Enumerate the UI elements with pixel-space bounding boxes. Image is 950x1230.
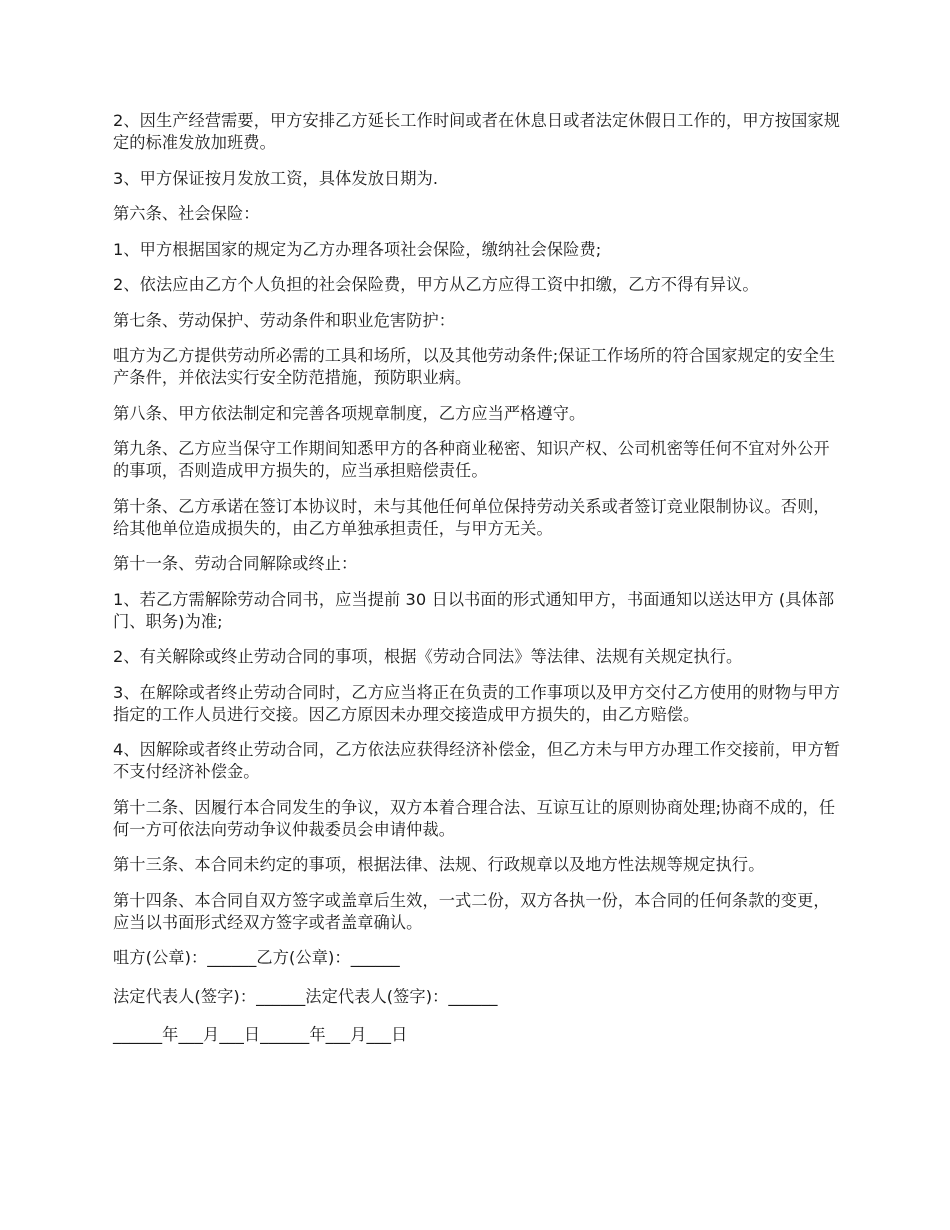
paragraph-labor-protection: 咀方为乙方提供劳动所必需的工具和场所，以及其他劳动条件;保证工作场所的符合国家规定的安全生产条件，并依法实行安全防范措施，预防职业病。 — [113, 346, 836, 387]
contract-body — [113, 110, 843, 1063]
heading-article-7: 第七条、劳动保护、劳动条件和职业危害防护： — [113, 310, 456, 330]
seal-line: 咀方(公章)：______乙方(公章)：______ — [113, 948, 400, 967]
paragraph-social-insurance-2: 2、依法应由乙方个人负担的社会保险费，甲方从乙方应得工资中扣缴，乙方不得有异议。 — [113, 275, 759, 294]
paragraph-termination-4: 4、因解除或者终止劳动合同，乙方依法应获得经济补偿金，但乙方未与甲方办理工作交接前，甲方暂不支付经济补偿金。 — [113, 740, 841, 781]
paragraph-article-8: 第八条、甲方依法制定和完善各项规章制度，乙方应当严格遵守。 — [113, 403, 586, 423]
paragraph-article-14: 第十四条、本合同自双方签字或盖章后生效，一式二份，双方各执一份，本合同的任何条款的变更，应当以书面形式经双方签字或者盖章确认。 — [113, 890, 830, 932]
paragraph-termination-1: 1、若乙方需解除劳动合同书，应当提前 30 日以书面的形式通知甲方，书面通知以送达甲方 (具体部门、职务)为准; — [113, 589, 835, 631]
paragraph-article-12: 第十二条、因履行本合同发生的争议，双方本着合理合法、互谅互让的原则协商处理;协商不成的，任何一方可依法向劳动争议仲裁委员会申请仲裁。 — [113, 797, 836, 839]
paragraph-article-9: 第九条、乙方应当保守工作期间知悉甲方的各种商业秘密、知识产权、公司机密等任何不宜对外公开的事项，否则造成甲方损失的，应当承担赔偿责任。 — [113, 439, 830, 480]
date-line: ______年___月___日______年___月___日 — [113, 1025, 408, 1044]
paragraph-termination-2: 2、有关解除或终止劳动合同的事项，根据《劳动合同法》等法律、法规有关规定执行。 — [113, 647, 743, 666]
representative-signature-line: 法定代表人(签字)：______法定代表人(签字)：______ — [113, 986, 498, 1006]
heading-article-6: 第六条、社会保险： — [113, 204, 260, 223]
paragraph-article-10: 第十条、乙方承诺在签订本协议时，未与其他任何单位保持劳动关系或者签订竞业限制协议。否则，给其他单位造成损失的，由乙方单独承担责任，与甲方无关。 — [113, 496, 830, 538]
paragraph-salary-date: 3、甲方保证按月发放工资，具体发放日期为. — [113, 168, 439, 188]
paragraph-article-13: 第十三条、本合同未约定的事项，根据法律、法规、行政规章以及地方性法规等规定执行。 — [113, 855, 765, 874]
heading-article-11: 第十一条、劳动合同解除或终止： — [113, 554, 358, 573]
paragraph-termination-3: 3、在解除或者终止劳动合同时，乙方应当将正在负责的工作事项以及甲方交付乙方使用的财物与甲方指定的工作人员进行交接。因乙方原因未办理交接造成甲方损失的，由乙方赔偿。 — [113, 682, 841, 724]
paragraph-social-insurance-1: 1、甲方根据国家的规定为乙方办理各项社会保险，缴纳社会保险费; — [113, 239, 602, 259]
paragraph-overtime-pay: 2、因生产经营需要，甲方安排乙方延长工作时间或者在休息日或者法定休假日工作的，甲方按国家规定的标准发放加班费。 — [113, 111, 841, 152]
